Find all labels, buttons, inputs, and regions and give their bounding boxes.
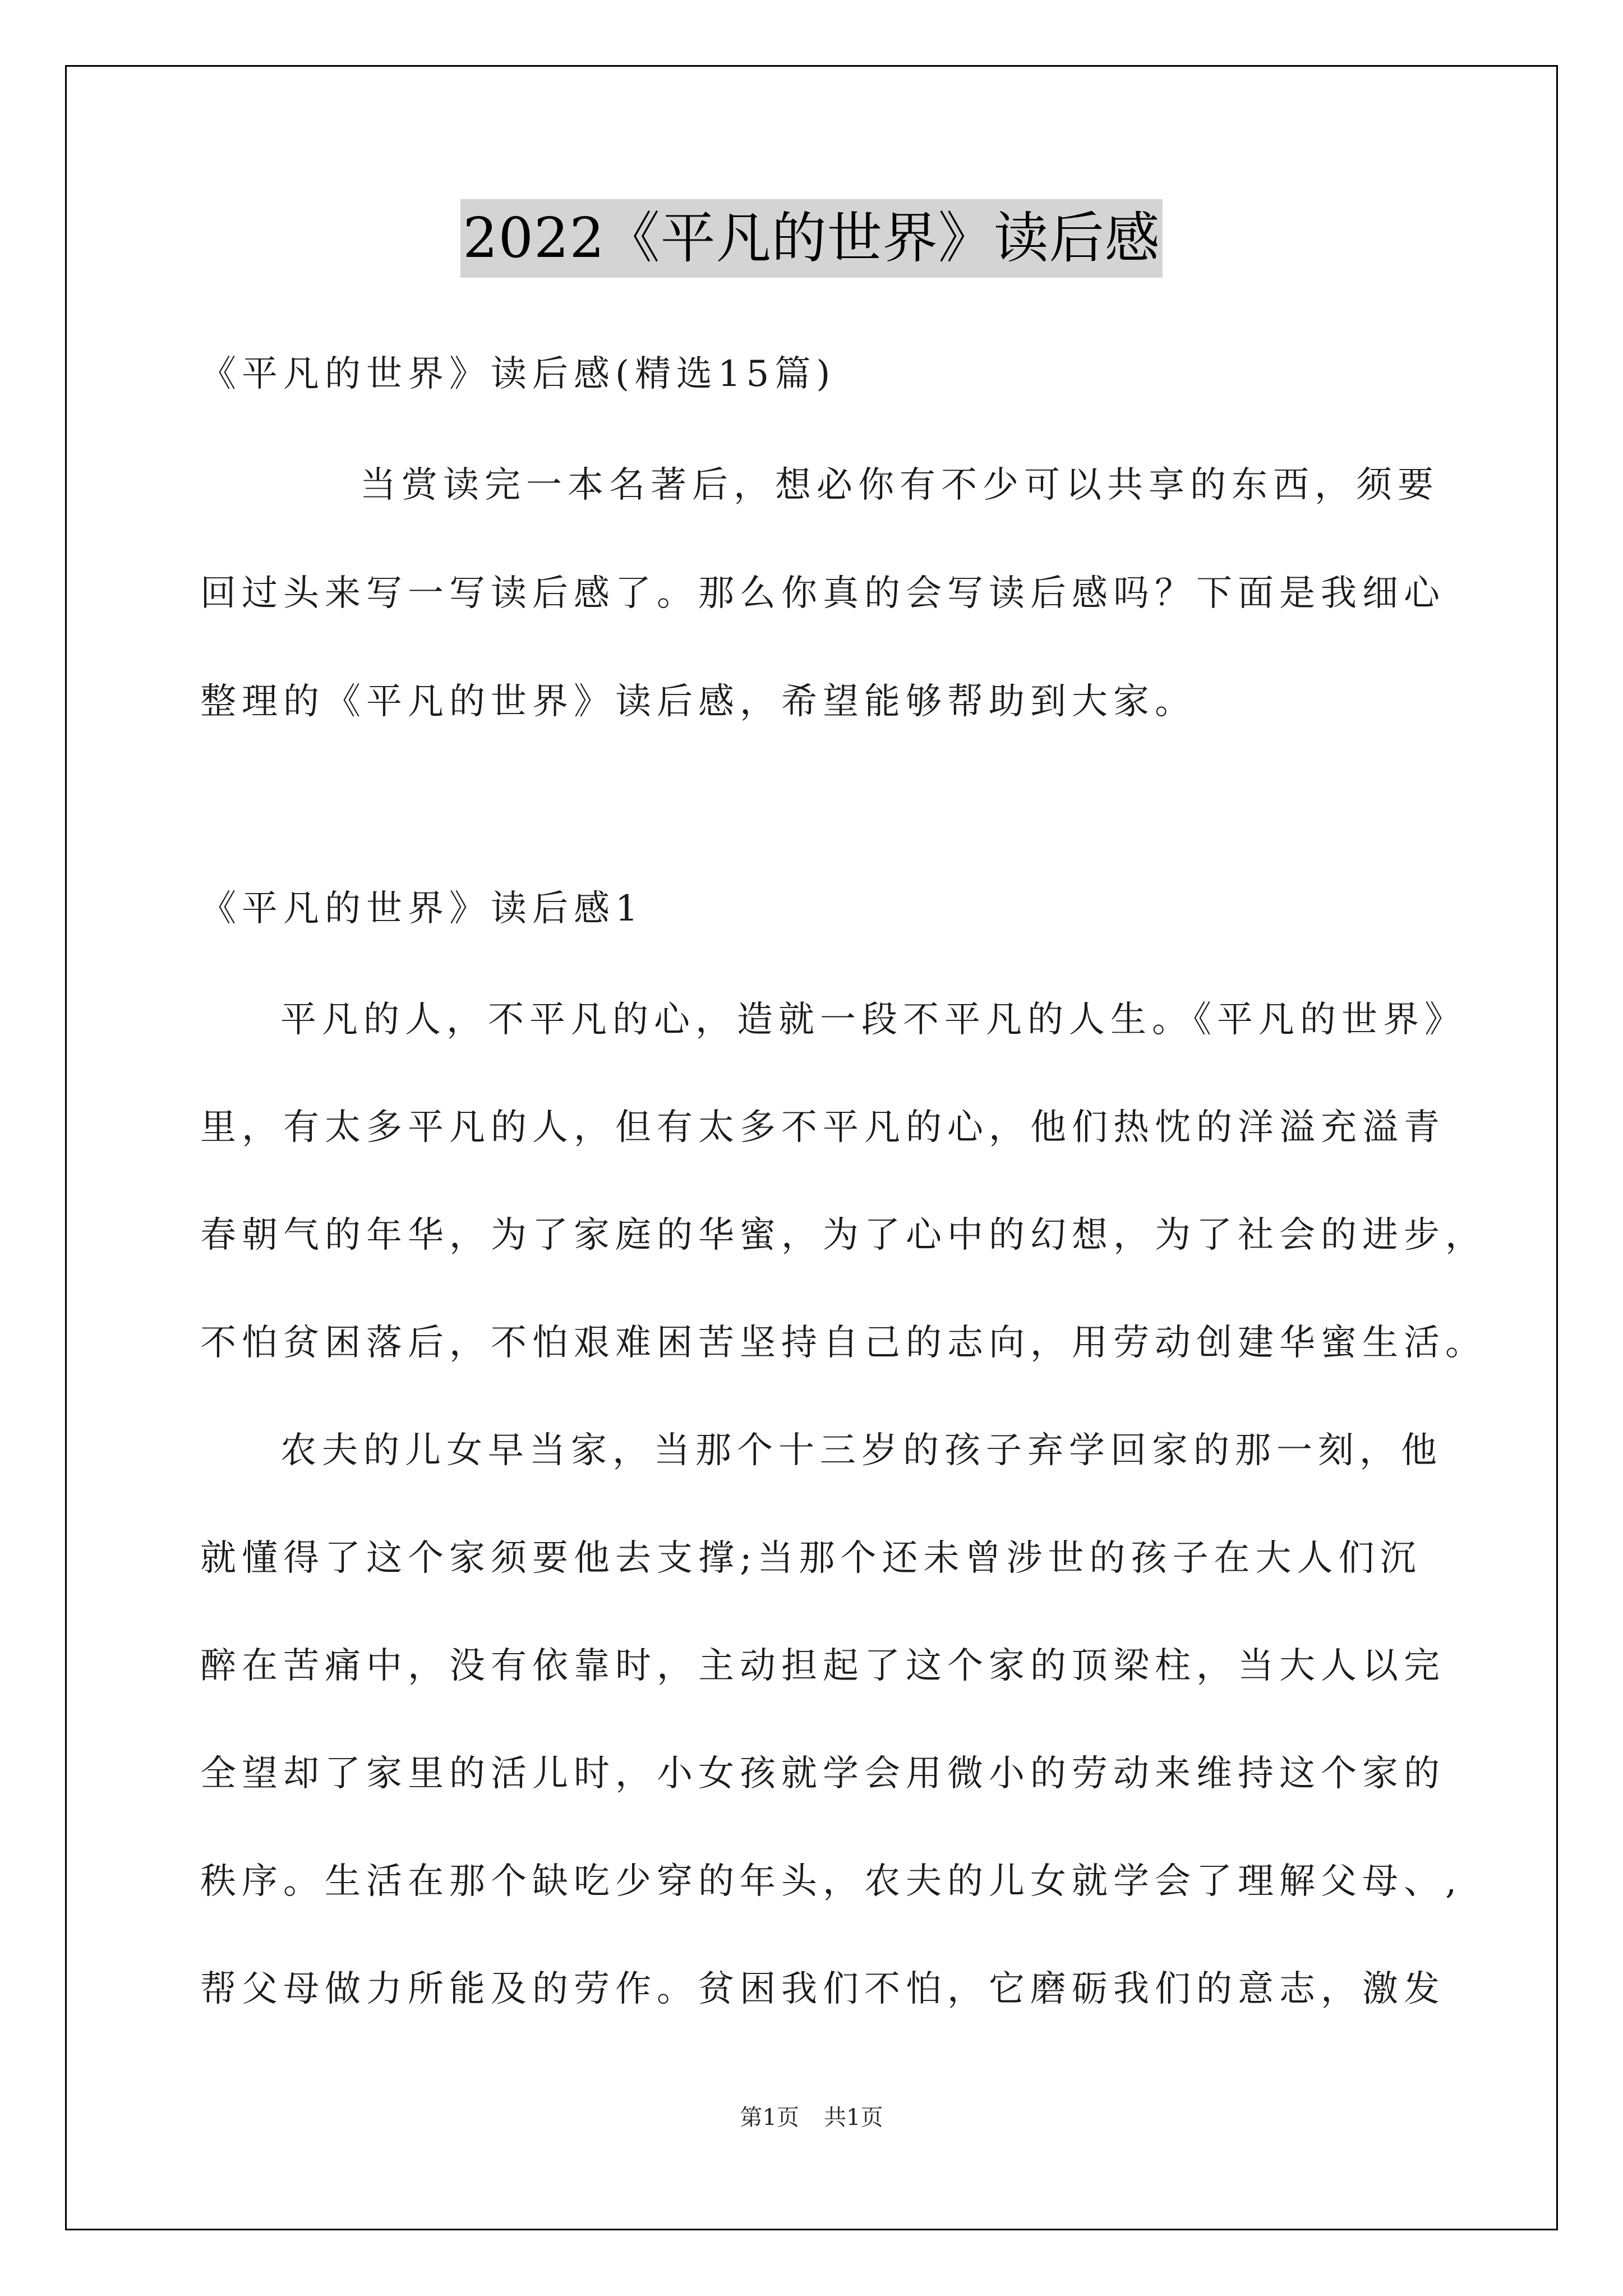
paragraph-line: 春朝气的年华，为了家庭的华蜜，为了心中的幻想，为了社会的进步，	[200, 1214, 1487, 1256]
paragraph-line: 不怕贫困落后，不怕艰难困苦坚持自己的志向，用劳动创建华蜜生活。	[200, 1322, 1487, 1364]
paragraph-line: 就懂得了这个家须要他去支撑;当那个还未曾涉世的孩子在大人们沉	[200, 1538, 1422, 1579]
paragraph-line: 全望却了家里的活儿时，小女孩就学会用微小的劳动来维持这个家的	[200, 1753, 1445, 1795]
paragraph-line: 帮父母做力所能及的劳作。贫困我们不怕，它磨砺我们的意志，激发	[200, 1968, 1445, 2010]
page-footer	[0, 2101, 1623, 2134]
intro-line: 整理的《平凡的世界》读后感，希望能够帮助到大家。	[200, 681, 1196, 723]
document-title: 2022《平凡的世界》读后感	[460, 199, 1162, 278]
paragraph-line: 秩序。生活在那个缺吃少穿的年头，农夫的儿女就学会了理解父母、,	[200, 1861, 1463, 1902]
page-number: 第1页	[740, 2105, 799, 2131]
paragraph-line: 平凡的人，不平凡的心，造就一段不平凡的人生。《平凡的世界》	[280, 999, 1466, 1041]
document-subtitle: 《平凡的世界》读后感(精选15篇)	[200, 353, 836, 395]
intro-line: 当赏读完一本名著后，想必你有不少可以共享的东西，须要	[360, 464, 1439, 506]
title-container	[0, 199, 1623, 278]
page-total: 共1页	[824, 2105, 883, 2131]
paragraph-line: 醉在苦痛中，没有依靠时，主动担起了这个家的顶梁柱，当大人以完	[200, 1645, 1445, 1687]
section-heading: 《平凡的世界》读后感1	[200, 888, 644, 930]
paragraph-line: 里，有太多平凡的人，但有太多不平凡的心，他们热忱的洋溢充溢青	[200, 1107, 1445, 1148]
paragraph-line: 农夫的儿女早当家，当那个十三岁的孩子弃学回家的那一刻，他	[280, 1430, 1442, 1471]
intro-line: 回过头来写一写读后感了。那么你真的会写读后感吗？下面是我细心	[200, 573, 1445, 614]
